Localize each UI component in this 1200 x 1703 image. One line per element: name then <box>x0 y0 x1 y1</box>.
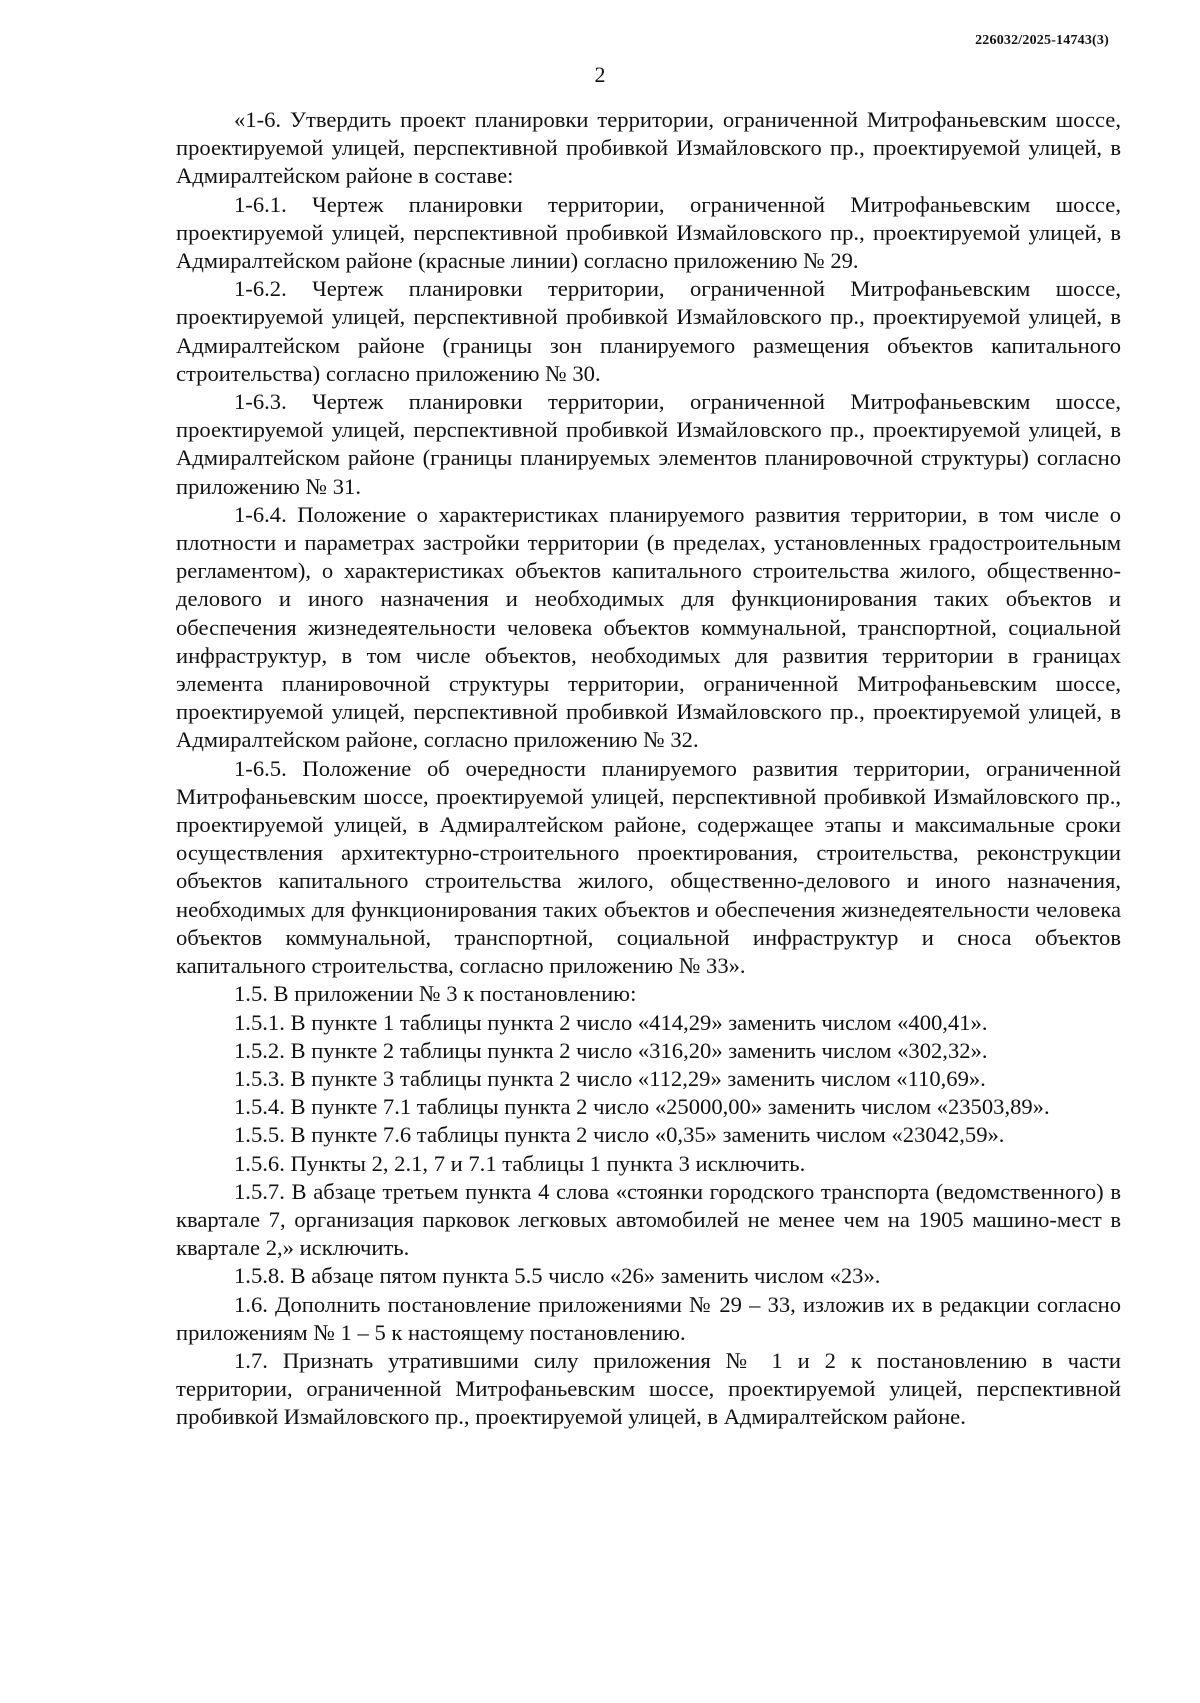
paragraph-1-5-1: 1.5.1. В пункте 1 таблицы пункта 2 число «414,29» заменить числом «400,41». <box>234 1009 988 1035</box>
document-body <box>176 106 1121 1432</box>
paragraph-1-5-5: 1.5.5. В пункте 7.6 таблицы пункта 2 число «0,35» заменить числом «23042,59». <box>234 1122 1005 1148</box>
paragraph-1-5: 1.5. В приложении № 3 к постановлению: <box>234 981 637 1007</box>
paragraph-1-5-3: 1.5.3. В пункте 3 таблицы пункта 2 число «112,29» заменить числом «110,69». <box>234 1065 986 1091</box>
paragraph-1-6-2: 1-6.2. Чертеж планировки территории, ограниченной Митрофаньевским шоссе, проектируемой улицей, перспективной пробивкой Измайловского пр., проектируемой улицей, в Адмиралтейском районе (границы зон планируемого размещения объектов капитального строительства) согласно приложению № 30. <box>176 276 1121 386</box>
paragraph-1-5-4: 1.5.4. В пункте 7.1 таблицы пункта 2 число «25000,00» заменить числом «23503,89». <box>234 1094 1050 1120</box>
page-number: 2 <box>594 62 606 87</box>
paragraph-1-5-6: 1.5.6. Пункты 2, 2.1, 7 и 7.1 таблицы 1 пункта 3 исключить. <box>234 1150 806 1176</box>
paragraph-1-6-1: 1-6.1. Чертеж планировки территории, ограниченной Митрофаньевским шоссе, проектируемой улицей, перспективной пробивкой Измайловского пр., проектируемой улицей, в Адмиралтейском районе (красные линии) согласно приложению № 29. <box>176 191 1121 274</box>
document-id: 226032/2025-14743(3) <box>975 33 1109 48</box>
paragraph-1-7: 1.7. Признать утратившими силу приложения № 1 и 2 к постановлению в части территории, ограниченной Митрофаньевским шоссе, проектируемой улицей, перспективной пробивкой Измайловского пр., проектируемой улицей, в Адмиралтейском районе. <box>176 1347 1121 1430</box>
paragraph-1-6-supplement: 1.6. Дополнить постановление приложениями № 29 – 33, изложив их в редакции согласно приложениям № 1 – 5 к настоящему постановлению. <box>176 1291 1121 1345</box>
paragraph-1-6-4: 1-6.4. Положение о характеристиках планируемого развития территории, в том числе о плотности и параметрах застройки территории (в пределах, установленных градостроительным регламентом), о характеристиках объектов капитального строительства жилого, общественно-делового и иного назначения и необходимых для функционирования таких объектов и обеспечения жизнедеятельности человека объектов коммунальной, транспортной, социальной инфраструктур, в том числе объектов, необходимых для развития территории в границах элемента планировочной структуры территории, ограниченной Митрофаньевским шоссе, проектируемой улицей, перспективной пробивкой Измайловского пр., проектируемой улицей, в Адмиралтейском районе, согласно приложению № 32. <box>176 501 1121 753</box>
paragraph-1-6-5: 1-6.5. Положение об очередности планируемого развития территории, ограниченной Митрофаньевским шоссе, проектируемой улицей, перспективной пробивкой Измайловского пр., проектируемой улицей, в Адмиралтейском районе, содержащее этапы и максимальные сроки осуществления архитектурно-строительного проектирования, строительства, реконструкции объектов капитального строительства жилого, общественно-делового и иного назначения, необходимых для функционирования таких объектов и обеспечения жизнедеятельности человека объектов коммунальной, транспортной, социальной инфраструктур и сноса объектов капитального строительства, согласно приложению № 33». <box>176 755 1121 979</box>
paragraph-1-5-2: 1.5.2. В пункте 2 таблицы пункта 2 число «316,20» заменить числом «302,32». <box>234 1037 988 1063</box>
paragraph-1-6-3: 1-6.3. Чертеж планировки территории, ограниченной Митрофаньевским шоссе, проектируемой улицей, перспективной пробивкой Измайловского пр., проектируемой улицей, в Адмиралтейском районе (границы планируемых элементов планировочной структуры) согласно приложению № 31. <box>176 389 1121 499</box>
paragraph-1-5-7: 1.5.7. В абзаце третьем пункта 4 слова «стоянки городского транспорта (ведомственного) в квартале 7, организация парковок легковых автомобилей не менее чем на 1905 машино-мест в квартале 2,» исключить. <box>176 1178 1121 1261</box>
paragraph-1-6: «1-6. Утвердить проект планировки территории, ограниченной Митрофаньевским шоссе, проектируемой улицей, перспективной пробивкой Измайловского пр., проектируемой улицей, в Адмиралтейском районе в составе: <box>176 107 1121 189</box>
paragraph-1-5-8: 1.5.8. В абзаце пятом пункта 5.5 число «26» заменить числом «23». <box>234 1263 881 1289</box>
